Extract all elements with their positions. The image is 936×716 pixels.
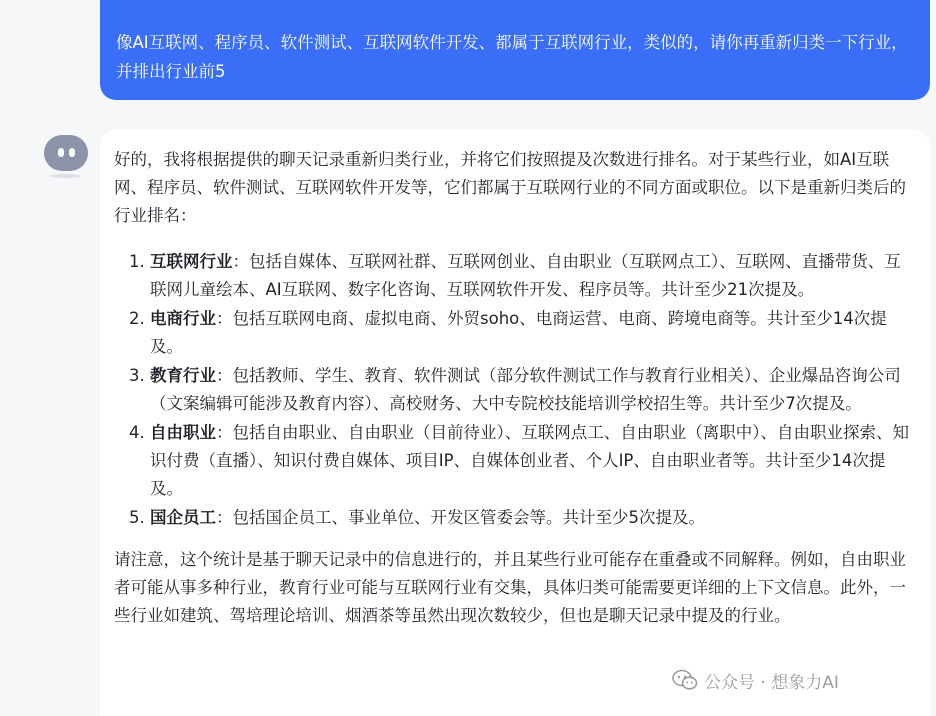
user-message-text: 像AI互联网、程序员、软件测试、互联网软件开发、都属于互联网行业，类似的，请你再重新归类一下行业，并排出行业前5 [116, 33, 908, 81]
watermark [672, 666, 839, 694]
bot-intro-text: 好的，我将根据提供的聊天记录重新归类行业，并将它们按照提及次数进行排名。对于某些行业，如AI互联网、程序员、软件测试、互联网软件开发等，它们都属于互联网行业的不同方面或职位。以下是重新归类后的行业排名： [114, 150, 906, 225]
list-item [150, 248, 914, 304]
watermark-text: 公众号 · 想象力AI [704, 672, 839, 693]
list-item-title: 自由职业 [150, 423, 216, 442]
list-item [150, 305, 914, 361]
avatar-shadow [50, 174, 82, 178]
wechat-icon [672, 669, 698, 691]
list-item-title: 教育行业 [150, 366, 216, 385]
industry-ranking-list [114, 248, 914, 532]
list-item [150, 362, 914, 418]
list-item-title: 国企员工 [150, 508, 216, 527]
bot-avatar-icon [44, 135, 88, 171]
list-item [150, 419, 914, 503]
list-item-desc: ：包括教师、学生、教育、软件测试（部分软件测试工作与教育行业相关）、企业爆品咨询公司（文案编辑可能涉及教育内容）、高校财务、大中专院校技能培训学校招生等。共计至少7次提及。 [150, 366, 901, 413]
avatar-right-eye [69, 148, 75, 157]
list-item-title: 互联网行业 [150, 252, 233, 271]
avatar-left-eye [58, 148, 64, 157]
list-item [150, 504, 914, 532]
list-item-desc: ：包括互联网电商、虚拟电商、外贸soho、电商运营、电商、跨境电商等。共计至少14次提及。 [150, 309, 887, 356]
bot-message-bubble [100, 130, 930, 716]
list-item-desc: ：包括国企员工、事业单位、开发区管委会等。共计至少5次提及。 [216, 508, 705, 527]
user-message-bubble [100, 0, 930, 100]
list-item-desc: ：包括自媒体、互联网社群、互联网创业、自由职业（互联网点工）、互联网、直播带货、互联网儿童绘本、AI互联网、数字化咨询、互联网软件开发、程序员等。共计至少21次提及。 [150, 252, 901, 299]
list-item-desc: ：包括自由职业、自由职业（目前待业）、互联网点工、自由职业（离职中）、自由职业探索、知识付费（直播）、知识付费自媒体、项目IP、自媒体创业者、个人IP、自由职业者等。共计至少14次提及。 [150, 423, 909, 498]
list-item-title: 电商行业 [150, 309, 216, 328]
bot-note-text: 请注意，这个统计是基于聊天记录中的信息进行的，并且某些行业可能存在重叠或不同解释。例如，自由职业者可能从事多种行业，教育行业可能与互联网行业有交集，具体归类可能需要更详细的上下文信息。此外，一些行业如建筑、驾培理论培训、烟酒茶等虽然出现次数较少，但也是聊天记录中提及的行业。 [114, 550, 906, 625]
